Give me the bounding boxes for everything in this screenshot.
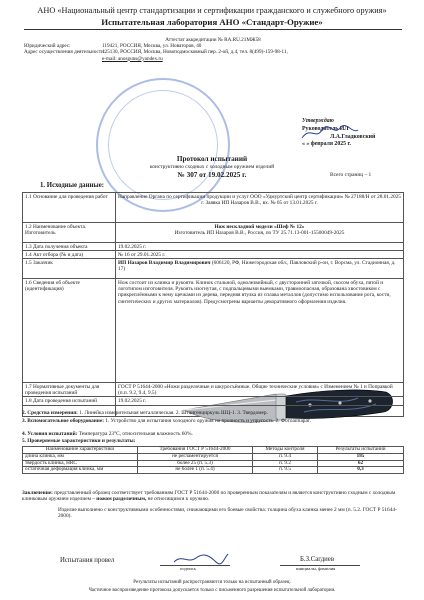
approval-date: « » февраля 2025 г. bbox=[302, 141, 351, 148]
org-name: АНО «Национальный центр стандартизации и сертификации гражданского и служебного оружия» bbox=[37, 6, 387, 15]
cell-characteristic: длина клинка, мм bbox=[23, 453, 138, 460]
section-initial-title: 1. Исходные данные: bbox=[40, 182, 104, 189]
row-value: Направление Органа по сертификации продукции и услуг ООО «Удмуртский центр сертификации» № 27188/Н от 28.01.2025 г. Заявка ИП Назаров В.В., вх. № 05 от 13.01.2025 г. bbox=[116, 193, 404, 223]
cell-characteristic: твердость клинка, HRC bbox=[23, 460, 138, 467]
table-row bbox=[23, 383, 404, 397]
row-key: 1.1 Основание для проведения работ bbox=[23, 193, 116, 223]
footer-line: Результаты испытаний распространяются только на испытанный образец. bbox=[133, 580, 291, 585]
email: e-mail: anosguns@yandex.ru bbox=[102, 55, 163, 62]
tester-name: Б.З.Сагдиев bbox=[300, 556, 335, 563]
approval-word: Утверждаю bbox=[302, 118, 334, 124]
pages-count: Всего страниц – 1 bbox=[330, 172, 372, 178]
customer-name: ИП Назаров Владимир Владимирович bbox=[118, 259, 211, 266]
protocol-subtitle: конструктивно сходных с холодным оружием изделий bbox=[149, 164, 275, 170]
cell-characteristic: остаточная деформация клинка, мм bbox=[23, 467, 138, 474]
normative-table bbox=[22, 382, 404, 406]
table-row bbox=[23, 223, 404, 243]
row-value: 19.02.2025 г. bbox=[116, 243, 404, 251]
cell-requirement: более 25 (п. 5.3) bbox=[138, 460, 253, 467]
table-row bbox=[23, 251, 404, 259]
address-label: Адрес осуществления деятельности: bbox=[24, 49, 106, 56]
cell-method: п. 9.4 bbox=[253, 453, 318, 460]
address-label: Юридический адрес: bbox=[24, 43, 71, 50]
object-name: Нож нескладной модели «Шеф № 12» bbox=[214, 223, 305, 230]
row-key: 1.8 Дата проведения испытаний bbox=[23, 397, 116, 405]
address-line-email bbox=[24, 56, 324, 62]
protocol-title: Протокол испытаний bbox=[176, 155, 248, 163]
table-row bbox=[23, 453, 404, 460]
section-instruments bbox=[22, 410, 404, 416]
lab-name: Испытательная лаборатория АНО «Стандарт-Оружие» bbox=[101, 17, 323, 27]
row-value bbox=[116, 259, 404, 279]
conclusion-label: Заключение: bbox=[22, 490, 53, 496]
cell-requirement: не более 1 (п. 5.4) bbox=[138, 467, 253, 474]
cell-method: п. 9.5 bbox=[253, 467, 318, 474]
signature-label: Испытания провел bbox=[60, 557, 115, 564]
customer-address: (606120, РФ, Нижегородская обл., Павловский р-он, г. Ворсма, ул. Стадионная, д. 17) bbox=[118, 259, 396, 273]
header-rule bbox=[24, 29, 402, 30]
manufacturer: Изготовитель ИП Назаров В.В., Россия, по ТУ 25.71.13-001-15500049-2025 bbox=[174, 229, 345, 236]
conclusion bbox=[22, 490, 404, 520]
row-value: 19.02.2025 г. bbox=[116, 397, 404, 405]
accreditation: Аттестат аккредитации № RA.RU.21МЖ58 bbox=[165, 37, 261, 43]
section-conditions bbox=[22, 431, 404, 437]
row-value bbox=[116, 223, 404, 243]
caption-sign: подпись bbox=[180, 566, 197, 571]
table-row bbox=[23, 397, 404, 405]
section-label: 4. Условия испытаний: bbox=[22, 431, 78, 437]
table-row bbox=[23, 467, 404, 474]
caption-name: инициалы, фамилия bbox=[296, 566, 336, 571]
row-key: 1.6 Сведения об объекте (идентификация) bbox=[23, 279, 116, 417]
row-value: № 16 от 29.01.2025 г. bbox=[116, 251, 404, 259]
address-block bbox=[24, 37, 324, 62]
row-key: 1.3 Дата получения объекта bbox=[23, 243, 116, 251]
column-header: Методы контроля bbox=[253, 447, 318, 454]
column-header: Наименование характеристики bbox=[23, 447, 138, 454]
table-row bbox=[23, 259, 404, 279]
address-value: 125130, РОССИЯ, Москва, Новоподмосковный пер. 2-ой, д.4, тел. 8(499)-159-98-11, bbox=[102, 49, 288, 56]
approval-signature bbox=[300, 124, 360, 142]
cell-result: 185 bbox=[318, 453, 404, 460]
section-label: 2. Средства измерения: bbox=[22, 410, 78, 416]
approval-position: Руководитель ИЛ bbox=[302, 125, 349, 132]
footer-line: Частичное воспроизведение протокола допускается только с письменного разрешения испытательной лаборатории. bbox=[88, 588, 336, 593]
column-header: Требования ГОСТ Р 51644-2000 bbox=[138, 447, 253, 454]
row-key: 1.2 Наименование объекта. Изготовитель bbox=[23, 223, 116, 243]
object-description: Нож состоит из клинка и рукояти. Клинок стальной, однолезвийный, с двусторонней заточкой, скосом обуха, пятой и логотипом изготовителя. Рукоять изогнутая, с подпальцевыми выемками, травмоопасная, образована хвостовиком с прикреплёнными к нему щечками из дерева, передняя втулка из сплава металлов (допустимо использование рога, кости, синтетических и других материалов). Предусмотрены варианты декоративного оформления изделия. bbox=[118, 279, 391, 305]
row-key: 1.4 Акт отбора (№ и дата) bbox=[23, 251, 116, 259]
row-key: 1.7 Нормативные документы для проведения испытаний bbox=[23, 383, 116, 397]
conclusion-tail: не относящимся к оружию. bbox=[147, 496, 210, 503]
address-value: 119421, РОССИЯ, Москва, ул. Новаторов, 40 bbox=[102, 43, 202, 50]
section-value: 1. Линейка измерительная металлическая. 2. Штангенциркуль ШЦ-1. 3. Твердомер. bbox=[79, 410, 268, 416]
conclusion-text: представленный образец соответствует требованиям ГОСТ Р 51644-2000 по проверенным показателям и является конструктивно сходным с холодным клинковым оружием изделием – bbox=[22, 490, 396, 503]
section-equipment bbox=[22, 418, 404, 424]
results-table bbox=[22, 446, 404, 474]
column-header: Результаты испытаний bbox=[318, 447, 404, 454]
table-row bbox=[23, 193, 404, 223]
approval-name: Л.А.Гладковский bbox=[330, 133, 376, 140]
protocol-number: № 307 от 19.02.2025 г. bbox=[177, 171, 247, 179]
conclusion-note: Изделие выполнено с конструктивными особенностями, снижающими его боевые свойства: толщина обуха клинка менее 2 мм (п. 5.2. ГОСТ Р 51644-2000). bbox=[58, 506, 397, 520]
section-label: 3. Вспомогательное оборудование: bbox=[22, 418, 104, 424]
section-results bbox=[22, 438, 404, 444]
cell-requirement: не регламентируется bbox=[138, 453, 253, 460]
table-row bbox=[23, 243, 404, 251]
cell-result: 62 bbox=[318, 460, 404, 467]
section-value: 1. Устройство для испытания холодного оружия на прочность и упругость. 2. Фотоаппарат. bbox=[105, 418, 311, 424]
conclusion-bold: ножом разделочным, bbox=[96, 496, 147, 503]
row-value: ГОСТ Р 51644-2000 «Ножи разделочные и шкуросъёмные. Общие технические условия» с Изменением № 1 и Поправкой (п.п. 9.2, 9.4, 9.5) bbox=[116, 383, 404, 397]
row-key: 1.5 Заказчик bbox=[23, 259, 116, 279]
section-value: Температура 23°С, относительная влажность 60%. bbox=[78, 431, 193, 437]
address-line-activity bbox=[24, 49, 324, 55]
section-label: 5. Проверяемые характеристики и результаты: bbox=[22, 438, 136, 444]
cell-result: 0,3 bbox=[318, 467, 404, 474]
cell-method: п. 9.2 bbox=[253, 460, 318, 467]
